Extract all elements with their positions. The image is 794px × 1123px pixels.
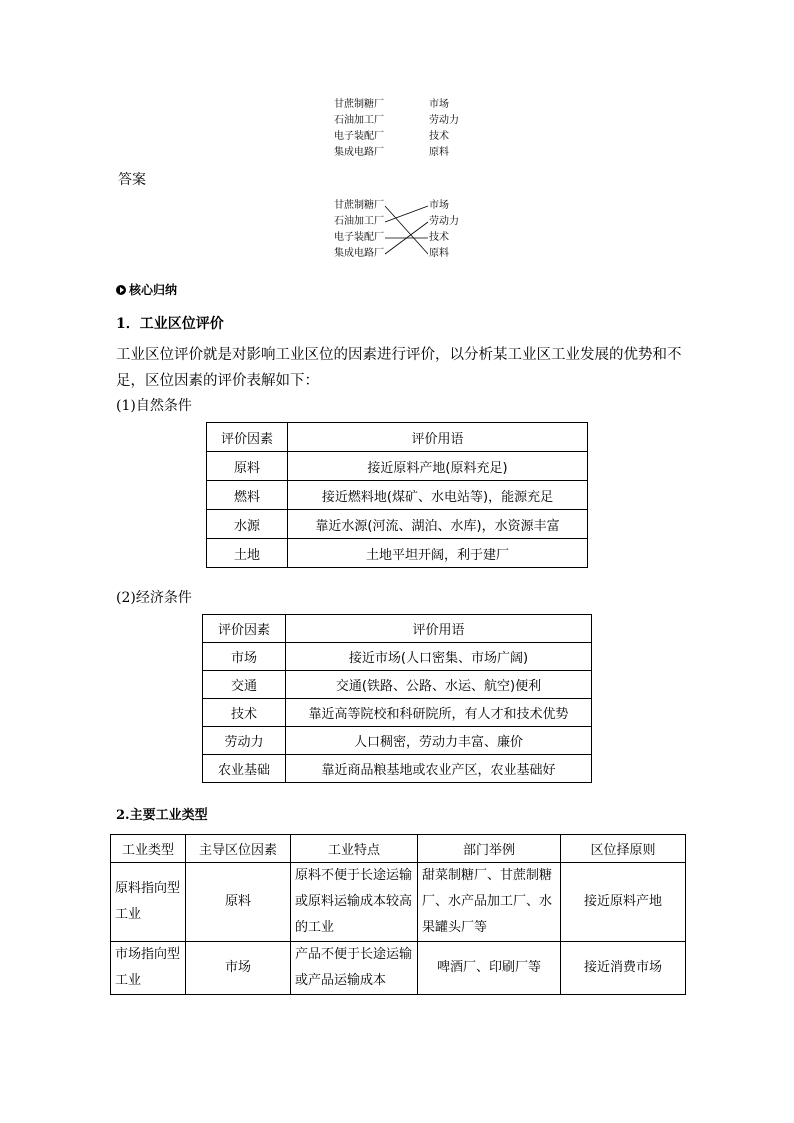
table-row — [203, 727, 592, 755]
table-cell: 靠近高等院校和科研院所，有人才和技术优势 — [286, 699, 592, 727]
table-cell: 技术 — [203, 699, 286, 727]
table-cell: 市场 — [203, 643, 286, 671]
table-header-cell: 工业类型 — [111, 835, 186, 863]
table-cell: 原料 — [186, 863, 291, 942]
table-header-cell: 部门举例 — [418, 835, 561, 863]
table-row — [111, 942, 686, 995]
table-header-row — [111, 835, 686, 863]
question-left-item: 石油加工厂 — [334, 115, 384, 126]
answer-left-item: 集成电路厂 — [334, 248, 384, 259]
table-cell: 人口稠密，劳动力丰富、廉价 — [286, 727, 592, 755]
answer-right-item: 技术 — [429, 232, 449, 243]
economic-conditions-table — [202, 614, 592, 783]
table-cell: 靠近水源(河流、湖泊、水库)，水资源丰富 — [288, 510, 588, 539]
table-row — [203, 699, 592, 727]
table-cell: 劳动力 — [203, 727, 286, 755]
table-cell: 土地平坦开阔，利于建厂 — [288, 539, 588, 568]
table-cell: 交通(铁路、公路、水运、航空)便利 — [286, 671, 592, 699]
answer-right-item: 劳动力 — [429, 216, 459, 227]
table-header-cell: 工业特点 — [291, 835, 418, 863]
answer-left-item: 石油加工厂 — [334, 216, 384, 227]
question-right-item: 市场 — [429, 99, 449, 110]
table-cell: 水源 — [207, 510, 288, 539]
table-cell: 市场 — [186, 942, 291, 995]
connector-line — [385, 206, 428, 222]
question-left-item: 集成电路厂 — [334, 147, 384, 158]
table-header-cell: 主导区位因素 — [186, 835, 291, 863]
table-row — [207, 510, 588, 539]
table-row — [207, 481, 588, 510]
table-cell: 交通 — [203, 671, 286, 699]
question-left-item: 电子装配厂 — [334, 131, 384, 142]
table-header-cell: 评价用语 — [288, 423, 588, 452]
table-row — [203, 671, 592, 699]
question-right-item: 原料 — [429, 147, 449, 158]
table-cell: 接近市场(人口密集、市场广阔) — [286, 643, 592, 671]
subsection-1-title: 1．工业区位评价 — [116, 316, 224, 332]
table-cell: 原料指向型工业 — [111, 863, 186, 942]
table-cell: 接近消费市场 — [561, 942, 686, 995]
table-header-cell: 评价因素 — [207, 423, 288, 452]
table-header-cell: 区位择原则 — [561, 835, 686, 863]
question-right-item: 劳动力 — [429, 115, 459, 126]
answer-right-item: 原料 — [429, 248, 449, 259]
table-row — [203, 755, 592, 783]
answer-right-item: 市场 — [429, 200, 449, 211]
subsection-1-body: 工业区位评价就是对影响工业区位的因素进行评价，以分析某工业区工业发展的优势和不足，区位因素的评价表解如下： — [116, 347, 682, 389]
section-title: 核心归纳 — [129, 283, 178, 297]
answer-connector-lines — [380, 198, 440, 268]
section-heading — [116, 280, 177, 300]
play-circle-icon — [116, 285, 126, 295]
table-cell: 啤酒厂、印刷厂等 — [418, 942, 561, 995]
table-cell: 燃料 — [207, 481, 288, 510]
subsection-2-title: 2.主要工业类型 — [116, 808, 208, 823]
table-cell: 市场指向型工业 — [111, 942, 186, 995]
natural-conditions-table — [206, 422, 588, 568]
question-left-item: 甘蔗制糖厂 — [334, 99, 384, 110]
answer-left-column — [334, 198, 384, 262]
table-cell: 土地 — [207, 539, 288, 568]
question-left-column — [334, 97, 384, 161]
answer-label: 答案 — [118, 172, 146, 188]
table-cell: 产品不便于长途运输或产品运输成本 — [291, 942, 418, 995]
answer-left-item: 甘蔗制糖厂 — [334, 200, 384, 211]
question-right-column — [429, 97, 459, 161]
economic-conditions-label: (2)经济条件 — [116, 590, 192, 606]
industry-types-table — [110, 834, 686, 995]
natural-conditions-label: (1)自然条件 — [116, 398, 192, 414]
table-cell: 接近燃料地(煤矿、水电站等)，能源充足 — [288, 481, 588, 510]
question-right-item: 技术 — [429, 131, 449, 142]
table-cell: 接近原料产地(原料充足) — [288, 452, 588, 481]
table-header-cell: 评价因素 — [203, 615, 286, 643]
table-cell: 靠近商品粮基地或农业产区，农业基础好 — [286, 755, 592, 783]
connector-line — [385, 206, 428, 254]
table-cell: 农业基础 — [203, 755, 286, 783]
table-row — [207, 452, 588, 481]
answer-left-item: 电子装配厂 — [334, 232, 384, 243]
table-cell: 接近原料产地 — [561, 863, 686, 942]
table-header-cell: 评价用语 — [286, 615, 592, 643]
table-cell: 原料 — [207, 452, 288, 481]
table-header-row — [203, 615, 592, 643]
table-row — [207, 539, 588, 568]
table-header-row — [207, 423, 588, 452]
table-cell: 原料不便于长途运输或原料运输成本较高的工业 — [291, 863, 418, 942]
table-row — [111, 863, 686, 942]
table-row — [203, 643, 592, 671]
table-cell: 甜菜制糖厂、甘蔗制糖厂、水产品加工厂、水果罐头厂等 — [418, 863, 561, 942]
